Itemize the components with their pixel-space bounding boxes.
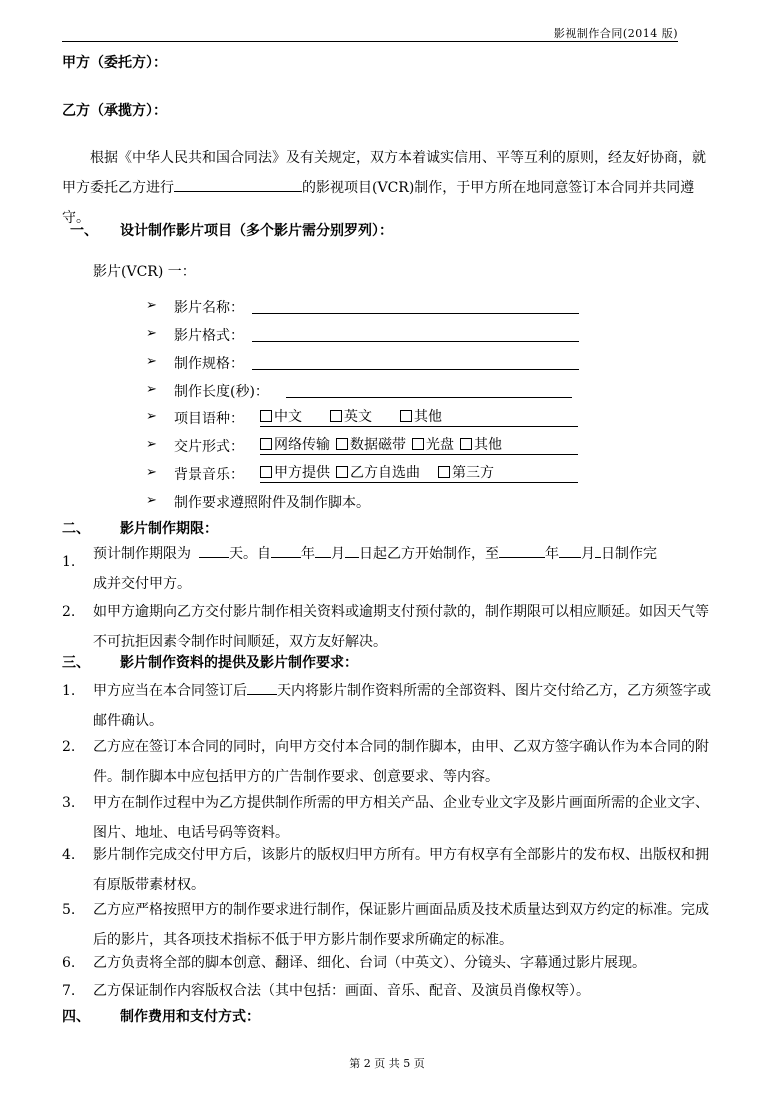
item-number: 4. [62, 847, 76, 863]
duration-label: 制作长度(秒)： [174, 384, 269, 400]
language-label: 项目语种： [174, 411, 244, 427]
section-2-number: 二、 [62, 521, 90, 537]
item-number: 5. [62, 902, 76, 918]
production-spec-label: 制作规格： [174, 356, 244, 372]
arrow-bullet-icon: ➢ [146, 298, 157, 313]
item-number: 1. [62, 554, 76, 570]
language-option-other[interactable]: 其他 [400, 408, 442, 426]
delivery-option-tape[interactable]: 数据磁带 [336, 436, 406, 454]
page-footer: 第 2 页 共 5 页 [349, 1057, 425, 1070]
checkbox-icon[interactable] [260, 410, 272, 422]
materials-days-blank[interactable] [247, 680, 277, 695]
license-clause: 乙方保证制作内容版权合法（其中包括：画面、音乐、配音、及演员肖像权等）。 [93, 983, 590, 999]
music-option-party-b[interactable]: 乙方自选曲 [336, 464, 420, 482]
delivery-label: 交片形式： [174, 439, 244, 455]
item-number: 3. [62, 795, 76, 811]
end-month-blank[interactable] [559, 543, 581, 558]
header-rule [62, 41, 678, 42]
film-name-field[interactable] [252, 313, 579, 314]
delivery-options [260, 436, 578, 455]
arrow-bullet-icon: ➢ [146, 382, 157, 397]
page-header: 影视制作合同(2014 版) [553, 27, 678, 40]
checkbox-icon[interactable] [460, 438, 472, 450]
language-options [260, 408, 578, 427]
checkbox-icon[interactable] [336, 438, 348, 450]
creative-clause: 乙方负责将全部的脚本创意、翻译、细化、台词（中英文）、分镜头、字幕通过影片展现。 [93, 955, 646, 971]
checkbox-icon[interactable] [260, 466, 272, 478]
duration-field[interactable] [286, 397, 572, 398]
item-number: 7. [62, 983, 76, 999]
intro-paragraph [62, 143, 712, 233]
party-a-label: 甲方（委托方）： [62, 55, 167, 71]
arrow-bullet-icon: ➢ [146, 409, 157, 424]
music-options [260, 464, 578, 483]
item-number: 2. [62, 739, 76, 755]
checkbox-icon[interactable] [260, 438, 272, 450]
checkbox-icon[interactable] [336, 466, 348, 478]
end-year-blank[interactable] [499, 543, 545, 558]
section-3-title: 影片制作资料的提供及影片制作要求： [120, 655, 358, 671]
arrow-bullet-icon: ➢ [146, 437, 157, 452]
checkbox-icon[interactable] [330, 410, 342, 422]
music-option-party-a[interactable]: 甲方提供 [260, 464, 330, 482]
language-option-english[interactable]: 英文 [330, 408, 372, 426]
music-option-third-party[interactable]: 第三方 [438, 464, 494, 482]
film-name-label: 影片名称： [174, 300, 244, 316]
delay-clause: 如甲方逾期向乙方交付影片制作相关资料或逾期支付预付款的，制作期限可以相应顺延。如因天气等不可抗拒因素令制作时间顺延，双方友好解决。 [93, 604, 709, 650]
copyright-clause: 影片制作完成交付甲方后，该影片的版权归甲方所有。甲方有权享有全部影片的发布权、出版权和拥有原版带素材权。 [93, 847, 709, 893]
music-label: 背景音乐： [174, 467, 244, 483]
section-3-number: 三、 [62, 655, 90, 671]
checkbox-icon[interactable] [412, 438, 424, 450]
arrow-bullet-icon: ➢ [146, 354, 157, 369]
arrow-bullet-icon: ➢ [146, 493, 157, 508]
quality-clause: 乙方应严格按照甲方的制作要求进行制作，保证影片画面品质及技术质量达到双方约定的标准。完成后的影片，其各项技术指标不低于甲方影片制作要求所确定的标准。 [93, 902, 709, 948]
production-spec-field[interactable] [252, 369, 579, 370]
assets-clause: 甲方在制作过程中为乙方提供制作所需的甲方相关产品、企业专业文字及影片画面所需的企业文字、图片、地址、电话号码等资料。 [93, 795, 709, 841]
section-2-title: 影片制作期限： [120, 521, 218, 537]
language-option-chinese[interactable]: 中文 [260, 408, 302, 426]
delivery-option-disc[interactable]: 光盘 [412, 436, 454, 454]
film-format-label: 影片格式： [174, 328, 244, 344]
script-clause: 乙方应在签订本合同的同时，向甲方交付本合同的制作脚本，由甲、乙双方签字确认作为本合同的附件。制作脚本中应包括甲方的广告制作要求、创意要求、等内容。 [93, 739, 709, 785]
intro-text-2: 的影视项目(VCR)制作，于甲方所在地同意签订本合同并共同遵守。 [62, 180, 695, 226]
item-number: 2. [62, 604, 76, 620]
arrow-bullet-icon: ➢ [146, 326, 157, 341]
item-number: 1. [62, 683, 76, 699]
start-year-blank[interactable] [271, 543, 301, 558]
start-day-blank[interactable] [345, 543, 359, 558]
party-b-label: 乙方（承揽方）： [62, 103, 167, 119]
item-number: 6. [62, 955, 76, 971]
arrow-bullet-icon: ➢ [146, 465, 157, 480]
delivery-option-network[interactable]: 网络传输 [260, 436, 330, 454]
delivery-option-other[interactable]: 其他 [460, 436, 502, 454]
section-1-number: 一、 [70, 223, 98, 239]
checkbox-icon[interactable] [400, 410, 412, 422]
section-4-title: 制作费用和支付方式： [120, 1009, 260, 1025]
section-4-number: 四、 [62, 1009, 90, 1025]
schedule-item: 预计制作期限为 天。自 年 月 日起乙方开始制作，至 年 月 日制作完 成并交付甲方。 [93, 539, 715, 599]
days-blank[interactable] [199, 543, 229, 558]
materials-clause: 甲方应当在本合同签订后 天内将影片制作资料所需的全部资料、图片交付给乙方，乙方须签字或邮件确认。 [93, 676, 715, 736]
production-note: 制作要求遵照附件及制作脚本。 [174, 495, 370, 511]
section-1-title: 设计制作影片项目（多个影片需分别罗列）： [120, 223, 393, 239]
intro-text-1: 根据《中华人民共和国合同法》及有关规定，双方本着诚实信用、平等互利的原则，经友好协商，就甲方委托乙方进行 [62, 150, 706, 196]
start-month-blank[interactable] [315, 543, 331, 558]
film-format-field[interactable] [252, 341, 579, 342]
checkbox-icon[interactable] [438, 466, 450, 478]
project-name-blank[interactable] [174, 177, 302, 192]
vcr-subtitle: 影片(VCR) 一： [93, 264, 196, 280]
